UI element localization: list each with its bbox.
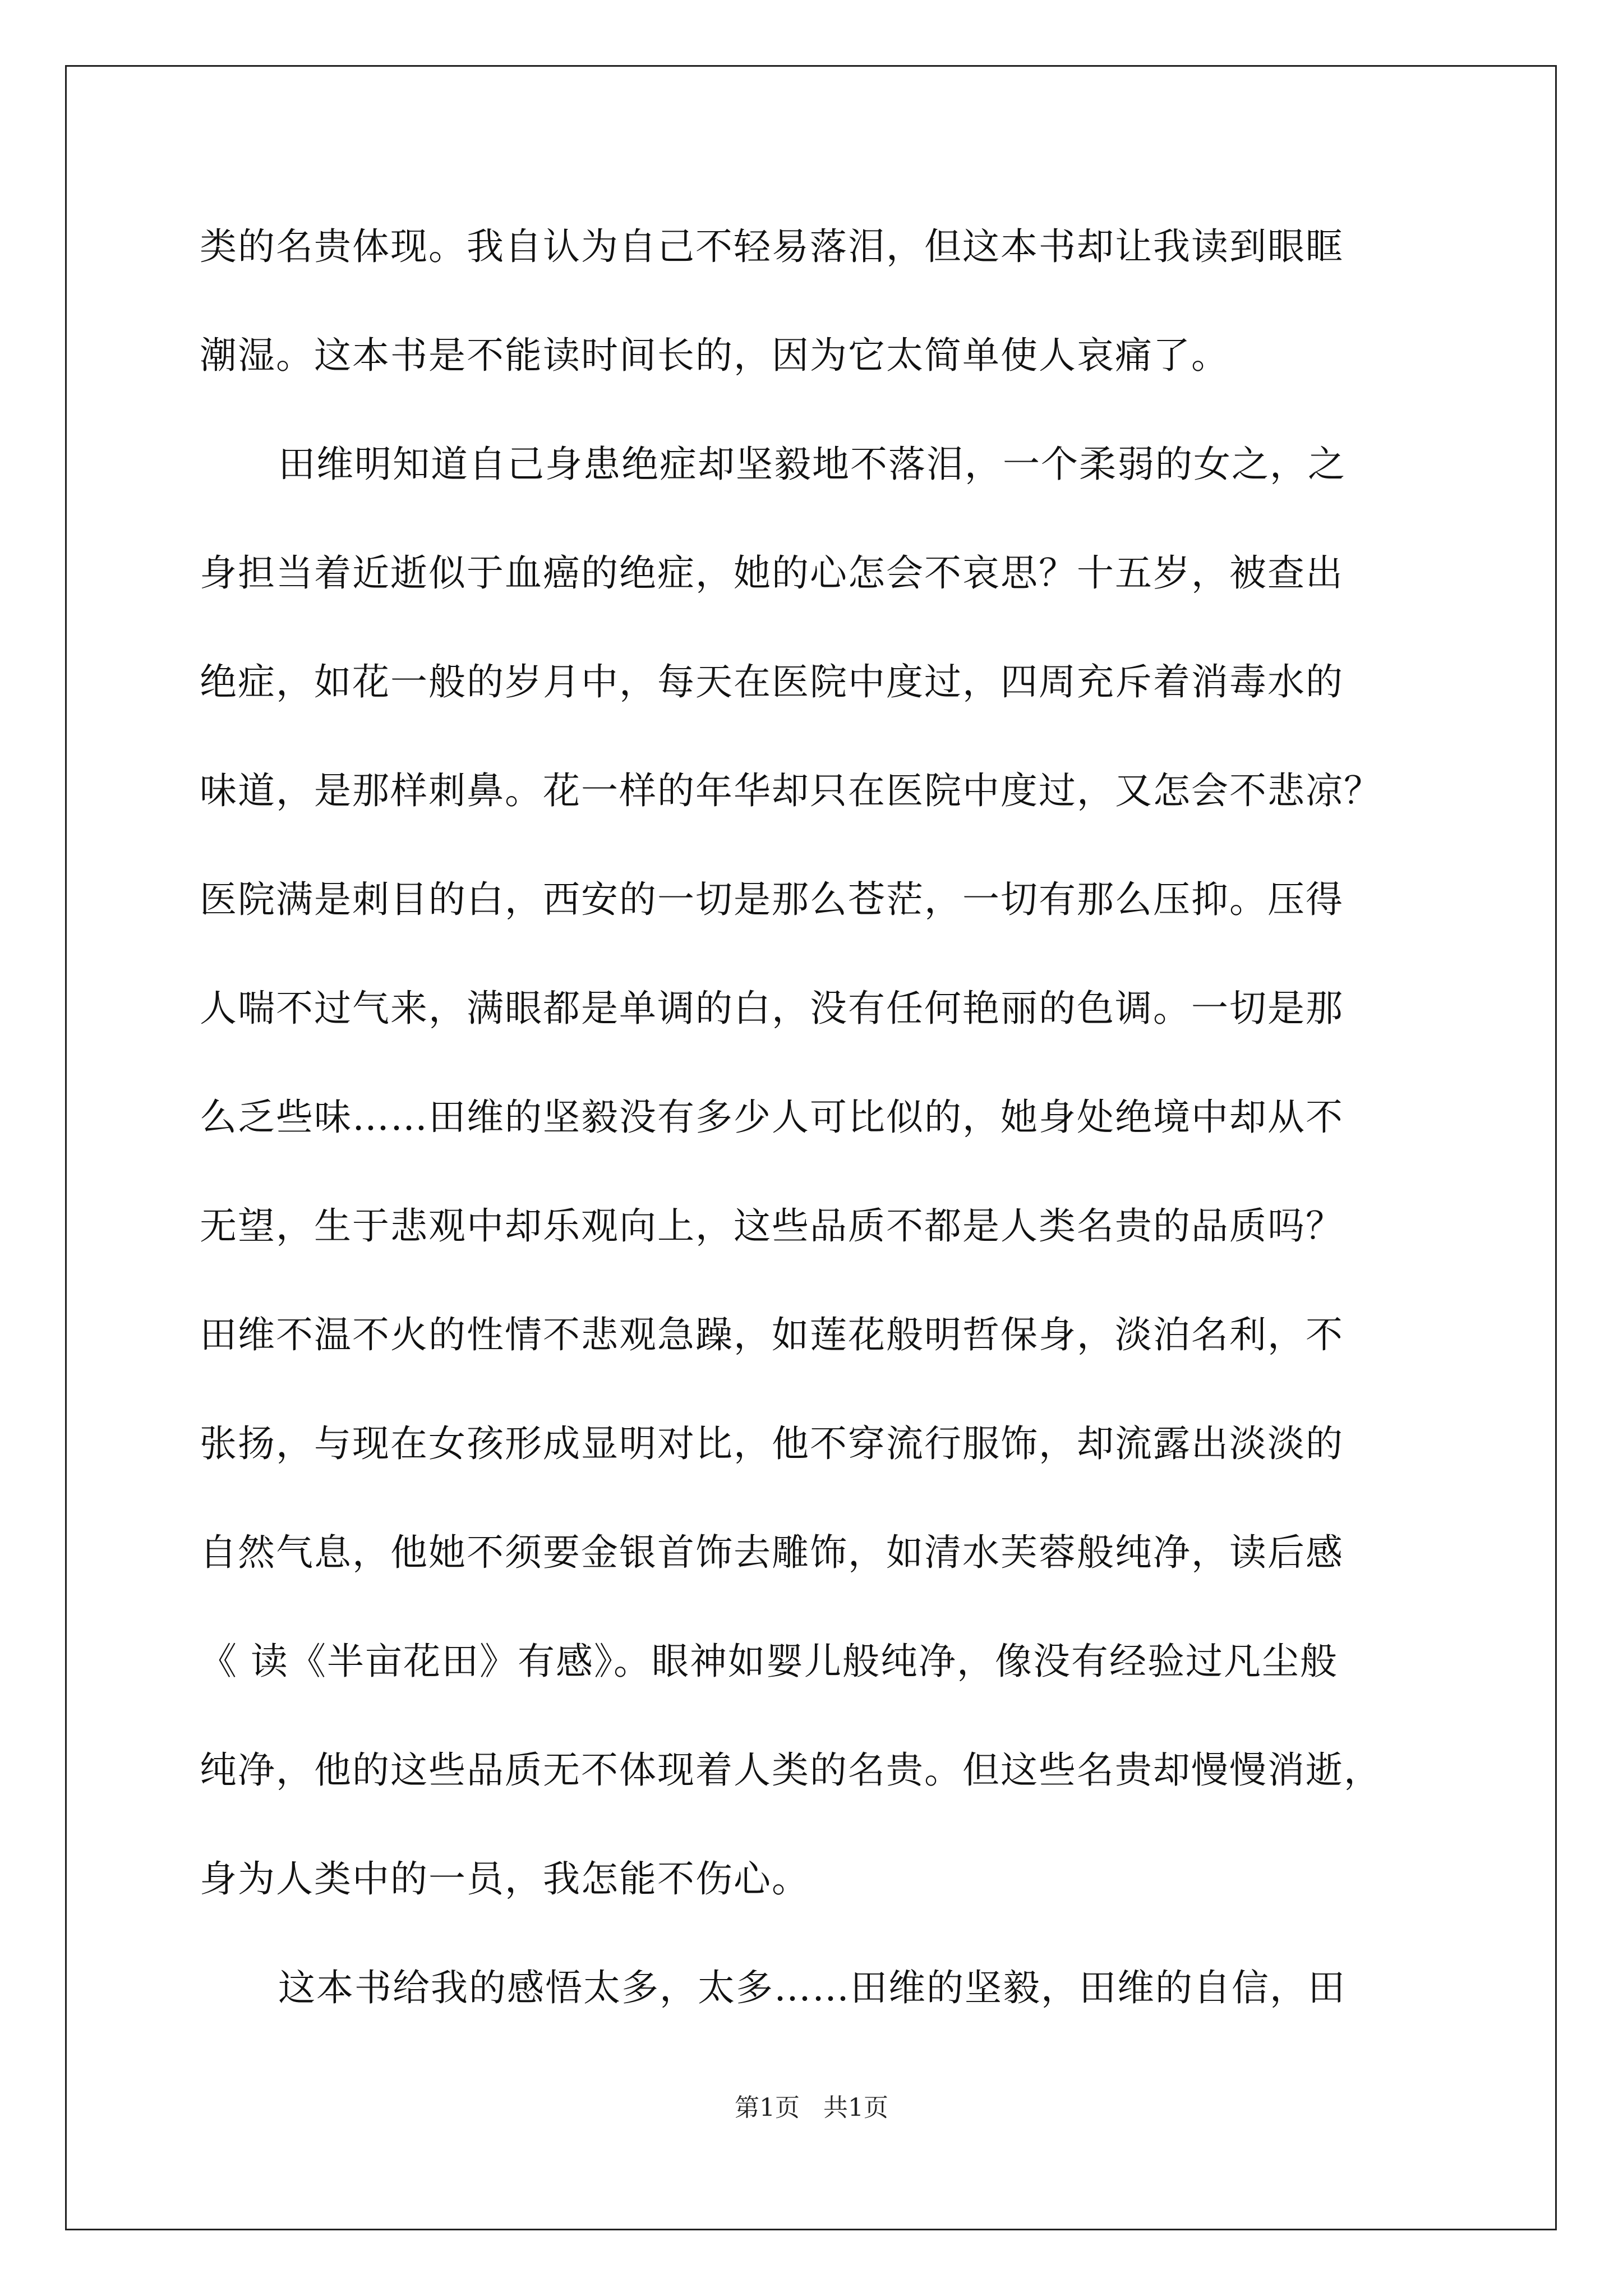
- text-line: 无望，生于悲观中却乐观向上，这些品质不都是人类名贵的品质吗？: [200, 1204, 1344, 1248]
- text-line: 纯净，他的这些品质无不体现着人类的名贵。但这些名贵却慢慢消逝，: [200, 1749, 1382, 1792]
- document-body: [200, 216, 1433, 2066]
- paragraph-start-line: 田维明知道自己身患绝症却坚毅地不落泪，一个柔弱的女之，之: [278, 443, 1346, 486]
- text-line: 身为人类中的一员，我怎能不伤心。: [200, 1857, 810, 1901]
- page-footer: [0, 2091, 1623, 2125]
- page-number: 第1页: [735, 2093, 800, 2122]
- text-line: 张扬，与现在女孩形成显明对比，他不穿流行服饰，却流露出淡淡的: [200, 1422, 1344, 1465]
- text-line: 类的名贵体现。我自认为自己不轻易落泪，但这本书却让我读到眼眶: [200, 225, 1344, 268]
- text-line: 自然气息，他她不须要金银首饰去雕饰，如清水芙蓉般纯净，读后感: [200, 1531, 1344, 1574]
- text-line: 田维不温不火的性情不悲观急躁，如莲花般明哲保身，淡泊名利，不: [200, 1313, 1344, 1356]
- text-line: 绝症，如花一般的岁月中，每天在医院中度过，四周充斥着消毒水的: [200, 660, 1344, 703]
- text-line: 味道，是那样刺鼻。花一样的年华却只在医院中度过，又怎会不悲凉？: [200, 769, 1382, 812]
- page-total: 共1页: [823, 2093, 888, 2122]
- text-line: 么乏些味……田维的坚毅没有多少人可比似的，她身处绝境中却从不: [200, 1096, 1344, 1139]
- text-line: 人喘不过气来，满眼都是单调的白，没有任何艳丽的色调。一切是那: [200, 987, 1344, 1030]
- paragraph-start-line: 这本书给我的感悟太多，太多……田维的坚毅，田维的自信，田: [278, 1966, 1346, 2009]
- text-line: 潮湿。这本书是不能读时间长的，因为它太简单使人哀痛了。: [200, 334, 1229, 377]
- text-line: 医院满是刺目的白，西安的一切是那么苍茫，一切有那么压抑。压得: [200, 878, 1344, 921]
- text-line: 身担当着近逝似于血癌的绝症，她的心怎会不哀思？十五岁，被查出: [200, 551, 1344, 595]
- text-line: 《 读《半亩花田》有感》。眼神如婴儿般纯净，像没有经验过凡尘般: [200, 1640, 1338, 1683]
